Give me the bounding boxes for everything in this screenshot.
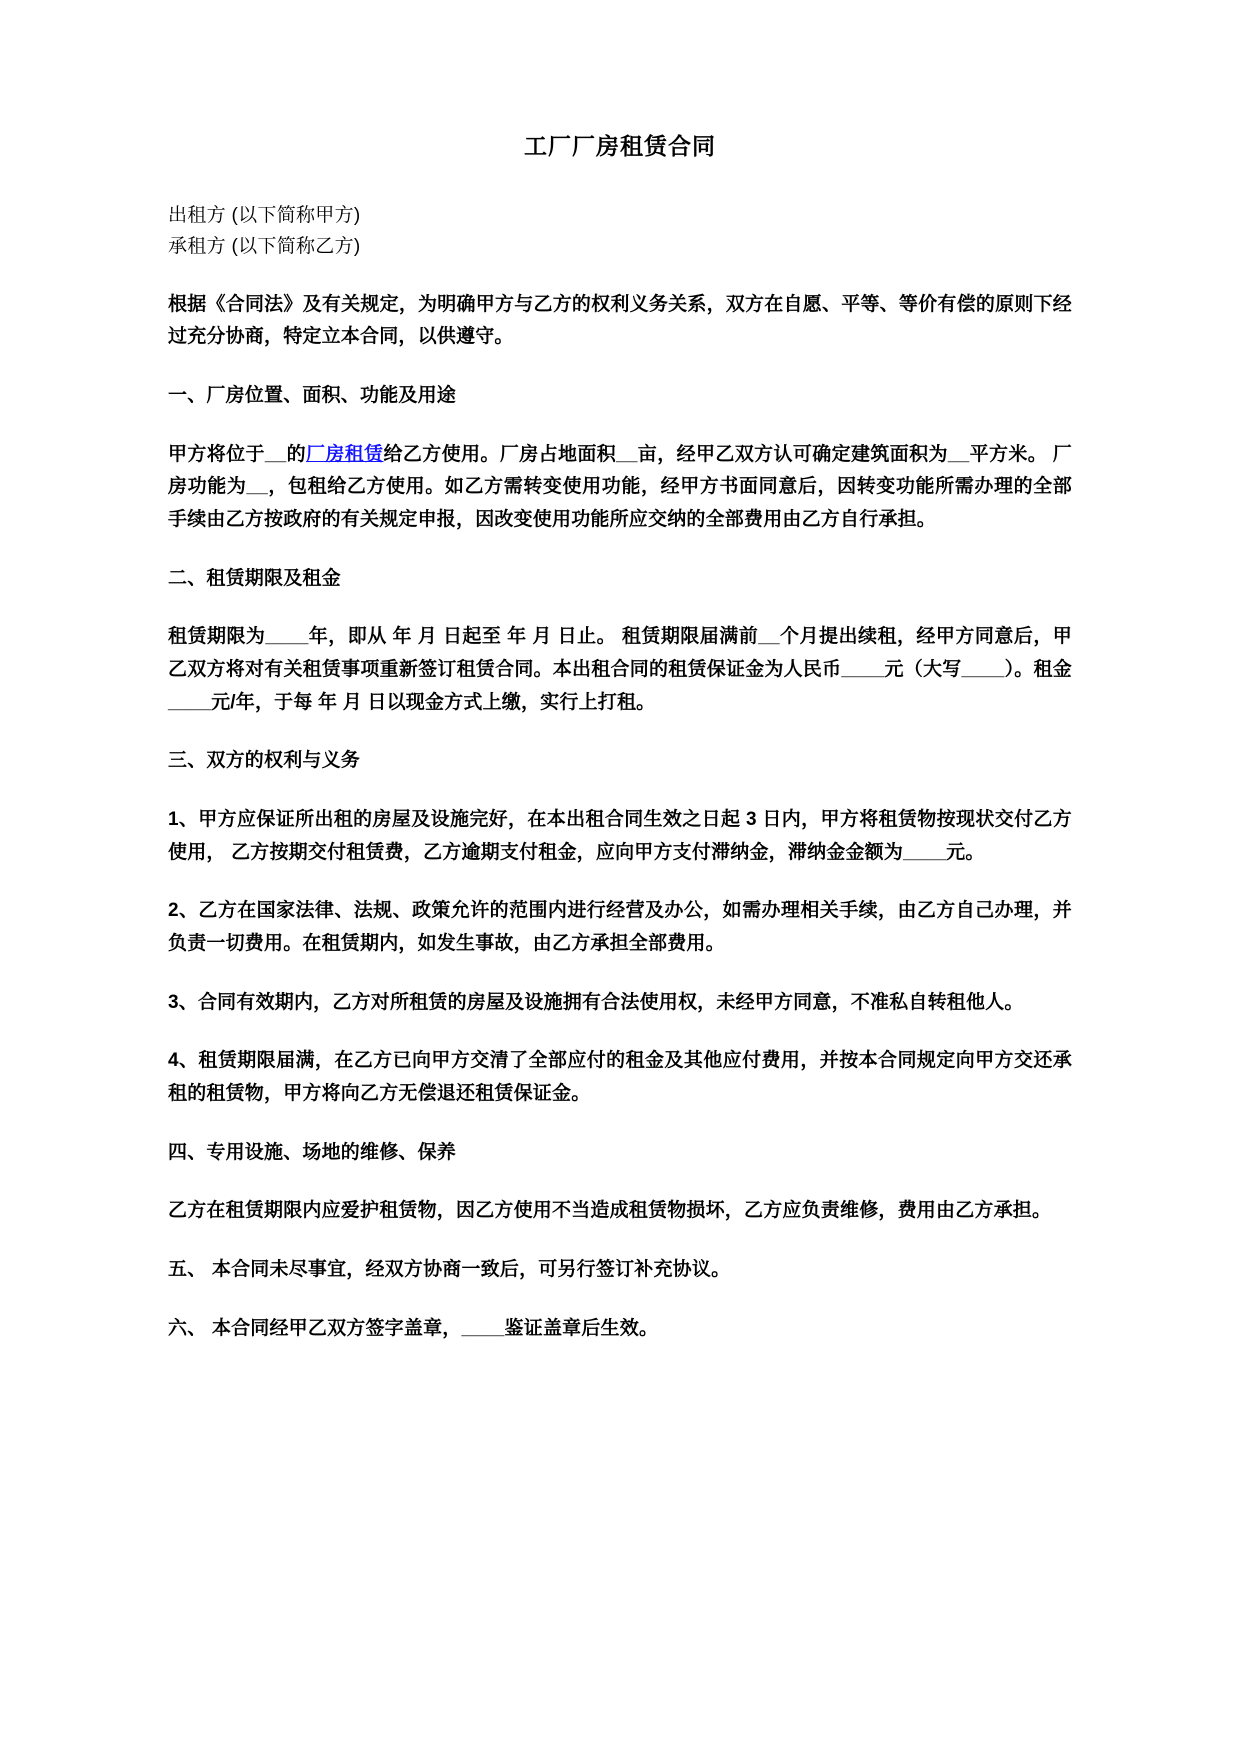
section-paragraph (168, 1045, 1072, 1110)
section-heading: 一、厂房位置、面积、功能及用途 (168, 384, 457, 406)
section-paragraph (168, 895, 1072, 960)
paragraph-text: 3、合同有效期内，乙方对所租赁的房屋及设施拥有合法使用权，未经甲方同意，不准私自转租他人。 (168, 991, 1024, 1013)
paragraph-text: 4、租赁期限届满，在乙方已向甲方交清了全部应付的租金及其他应付费用，并按本合同规定向甲方交还承租的租赁物，甲方将向乙方无偿退还租赁保证金。 (168, 1050, 1072, 1104)
section-heading: 五、 本合同未尽事宜，经双方协商一致后，可另行签订补充协议。 (168, 1258, 731, 1280)
paragraph-text: 甲方将位于__的 (168, 443, 306, 465)
section-heading: 二、租赁期限及租金 (168, 567, 341, 589)
section-paragraph (168, 804, 1072, 869)
section-paragraph (168, 1195, 1072, 1228)
section-paragraph (168, 987, 1072, 1020)
section-heading: 四、专用设施、场地的维修、保养 (168, 1141, 457, 1163)
section-heading: 六、 本合同经甲乙双方签字盖章，____鉴证盖章后生效。 (168, 1317, 659, 1339)
paragraph-text: 2、乙方在国家法律、法规、政策允许的范围内进行经营及办公，如需办理相关手续，由乙方自己办理，并负责一切费用。在租赁期内，如发生事故，由乙方承担全部费用。 (168, 900, 1072, 954)
paragraph-text: 1、甲方应保证所出租的房屋及设施完好，在本出租合同生效之日起 3 日内，甲方将租赁物按现状交付乙方使用， 乙方按期交付租赁费，乙方逾期支付租金，应向甲方支付滞纳金，滞纳金金额为____元。 (168, 808, 1072, 863)
sections-container (168, 380, 1072, 1345)
lessee-line: 承租方 (以下简称乙方) (168, 235, 361, 257)
paragraph-text: 租赁期限为____年，即从 年 月 日起至 年 月 日止。 租赁期限届满前__个月提出续租，经甲方同意后，甲乙双方将对有关租赁事项重新签订租赁合同。本出租合同的租赁保证金为人民币____元（大写____）。租金____元/年，于每 年 月 日以现金方式上缴，实行上打租。 (168, 626, 1072, 713)
page-title: 工厂厂房租赁合同 (524, 133, 716, 159)
section-paragraph (168, 621, 1072, 719)
lessor-line: 出租方 (以下简称甲方) (168, 205, 361, 226)
section-paragraph (168, 439, 1072, 537)
inline-link[interactable]: 厂房租赁 (306, 443, 384, 465)
preamble-paragraph: 根据《合同法》及有关规定，为明确甲方与乙方的权利义务关系，双方在自愿、平等、等价有偿的原则下经过充分协商，特定立本合同，以供遵守。 (168, 293, 1072, 348)
paragraph-text: 给乙方使用。厂房占地面积__亩，经甲乙双方认可确定建筑面积为__平方米。 厂房功能为__，包租给乙方使用。如乙方需转变使用功能，经甲方书面同意后，因转变功能所需办理的全部手续由乙方按政府的有关规定申报，因改变使用功能所应交纳的全部费用由乙方自行承担。 (168, 443, 1072, 530)
section-heading: 三、双方的权利与义务 (168, 750, 361, 772)
paragraph-text: 乙方在租赁期限内应爱护租赁物，因乙方使用不当造成租赁物损坏，乙方应负责维修，费用由乙方承担。 (168, 1200, 1052, 1222)
parties-block (168, 201, 1072, 263)
